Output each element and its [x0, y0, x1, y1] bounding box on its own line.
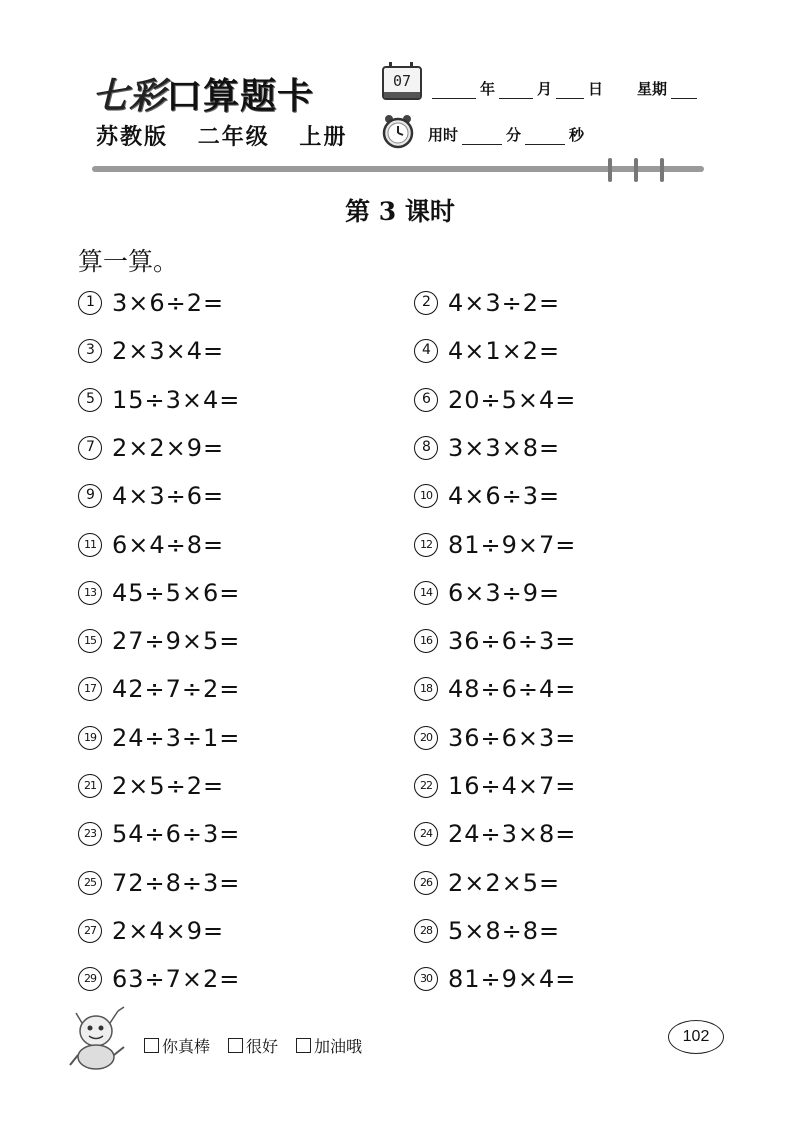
problem-expression: 48÷6÷4= — [448, 675, 577, 703]
problem-number: 8 — [414, 436, 438, 460]
binder-ring-icon — [634, 158, 638, 182]
problem-number: 11 — [78, 533, 102, 557]
problem-expression: 72÷8÷3= — [112, 869, 241, 897]
problem-item — [414, 675, 576, 703]
problem-number: 28 — [414, 919, 438, 943]
problem-item — [414, 482, 560, 510]
problem-number: 15 — [78, 629, 102, 653]
problem-expression: 24÷3÷1= — [112, 724, 241, 752]
problem-item — [78, 820, 240, 848]
problem-expression: 20÷5×4= — [448, 386, 577, 414]
problem-expression: 45÷5×6= — [112, 579, 241, 607]
evaluation-checklist — [144, 1034, 362, 1057]
weekday-label: 星期 — [637, 80, 668, 98]
time-fill-line — [428, 124, 584, 145]
problem-number: 5 — [78, 388, 102, 412]
problem-expression: 2×4×9= — [112, 917, 225, 945]
problem-item — [78, 917, 224, 945]
checkbox-icon[interactable] — [228, 1038, 243, 1053]
edition-publisher: 苏教版 — [96, 125, 169, 150]
problem-item — [414, 820, 576, 848]
problem-number: 25 — [78, 871, 102, 895]
problem-item — [78, 434, 224, 462]
day-label: 日 — [588, 80, 604, 98]
alarm-clock-icon — [380, 113, 416, 149]
problem-expression: 42÷7÷2= — [112, 675, 241, 703]
minutes-label: 分 — [506, 126, 522, 144]
problem-item — [78, 579, 240, 607]
month-blank[interactable] — [499, 84, 533, 99]
problem-item — [414, 531, 576, 559]
problem-number: 13 — [78, 581, 102, 605]
problem-item — [414, 724, 576, 752]
problem-expression: 6×3÷9= — [448, 579, 561, 607]
problem-number: 7 — [78, 436, 102, 460]
problem-expression: 16÷4×7= — [448, 772, 577, 800]
seconds-blank[interactable] — [525, 130, 565, 145]
day-blank[interactable] — [556, 84, 584, 99]
problem-expression: 81÷9×7= — [448, 531, 577, 559]
binder-ring-icon — [608, 158, 612, 182]
problem-item — [414, 579, 560, 607]
problem-expression: 81÷9×4= — [448, 965, 577, 993]
brand-main: 口算题卡 — [166, 75, 315, 117]
problem-number: 24 — [414, 822, 438, 846]
problem-item — [414, 386, 576, 414]
date-fill-line — [428, 78, 701, 99]
lesson-title: 第 3 课时 — [345, 197, 455, 226]
problem-number: 3 — [78, 339, 102, 363]
calendar-number: 07 — [392, 72, 412, 90]
problem-item — [414, 627, 576, 655]
problem-number: 26 — [414, 871, 438, 895]
problem-expression: 15÷3×4= — [112, 386, 241, 414]
problem-expression: 4×6÷3= — [448, 482, 561, 510]
problem-number: 10 — [414, 484, 438, 508]
problem-number: 17 — [78, 677, 102, 701]
problem-expression: 4×3÷6= — [112, 482, 225, 510]
problem-expression: 4×3÷2= — [448, 289, 561, 317]
problem-item — [78, 627, 240, 655]
binder-ring-icon — [660, 158, 664, 182]
calendar-icon — [382, 66, 422, 100]
problem-item — [78, 531, 224, 559]
problem-item — [78, 965, 240, 993]
problem-expression: 3×6÷2= — [112, 289, 225, 317]
problem-number: 29 — [78, 967, 102, 991]
brand-title — [92, 68, 314, 119]
time-used-label: 用时 — [428, 126, 459, 144]
problem-item — [414, 434, 560, 462]
problem-item — [414, 965, 576, 993]
problem-expression: 54÷6÷3= — [112, 820, 241, 848]
problem-item — [414, 772, 576, 800]
checkbox-icon[interactable] — [144, 1038, 159, 1053]
page-number: 102 — [668, 1020, 724, 1054]
problem-number: 27 — [78, 919, 102, 943]
year-label: 年 — [480, 80, 496, 98]
problem-number: 19 — [78, 726, 102, 750]
checkbox-icon[interactable] — [296, 1038, 311, 1053]
problem-item — [78, 337, 224, 365]
minutes-blank[interactable] — [462, 130, 502, 145]
problem-number: 23 — [78, 822, 102, 846]
problem-expression: 36÷6÷3= — [448, 627, 577, 655]
check-good[interactable]: 很好 — [228, 1034, 278, 1057]
problem-expression: 4×1×2= — [448, 337, 561, 365]
edition-grade: 二年级 — [197, 125, 270, 150]
check-excellent[interactable]: 你真棒 — [144, 1034, 210, 1057]
problem-expression: 2×5÷2= — [112, 772, 225, 800]
problem-item — [414, 289, 560, 317]
month-label: 月 — [537, 80, 553, 98]
instruction-text: 算一算。 — [78, 247, 179, 276]
problem-item — [78, 772, 224, 800]
problem-expression: 6×4÷8= — [112, 531, 225, 559]
problem-number: 6 — [414, 388, 438, 412]
problem-number: 1 — [78, 291, 102, 315]
problem-item — [78, 724, 240, 752]
year-blank[interactable] — [432, 84, 476, 99]
problem-expression: 36÷6×3= — [448, 724, 577, 752]
problem-number: 4 — [414, 339, 438, 363]
problem-number: 22 — [414, 774, 438, 798]
edition-volume: 上册 — [299, 125, 348, 150]
problem-number: 20 — [414, 726, 438, 750]
problem-item — [414, 917, 560, 945]
brand-prefix: 七彩 — [92, 75, 167, 117]
problem-number: 9 — [78, 484, 102, 508]
problem-number: 21 — [78, 774, 102, 798]
problem-expression: 27÷9×5= — [112, 627, 241, 655]
seconds-label: 秒 — [569, 126, 585, 144]
problem-number: 2 — [414, 291, 438, 315]
problem-number: 18 — [414, 677, 438, 701]
weekday-blank[interactable] — [671, 84, 697, 99]
problem-item — [78, 289, 224, 317]
problem-item — [78, 675, 240, 703]
problem-expression: 2×2×5= — [448, 869, 561, 897]
problem-number: 30 — [414, 967, 438, 991]
problem-expression: 63÷7×2= — [112, 965, 241, 993]
problem-number: 12 — [414, 533, 438, 557]
problem-item — [414, 337, 560, 365]
header-divider — [92, 166, 704, 172]
problem-item — [78, 482, 224, 510]
mascot-character-icon — [66, 1005, 134, 1071]
problem-expression: 3×3×8= — [448, 434, 561, 462]
problem-item — [78, 869, 240, 897]
check-keep-going[interactable]: 加油哦 — [296, 1034, 362, 1057]
problem-expression: 2×3×4= — [112, 337, 225, 365]
problem-expression: 24÷3×8= — [448, 820, 577, 848]
problem-item — [414, 869, 560, 897]
edition-line — [96, 120, 367, 151]
problem-expression: 5×8÷8= — [448, 917, 561, 945]
problem-item — [78, 386, 240, 414]
problem-expression: 2×2×9= — [112, 434, 225, 462]
problem-number: 14 — [414, 581, 438, 605]
problem-number: 16 — [414, 629, 438, 653]
